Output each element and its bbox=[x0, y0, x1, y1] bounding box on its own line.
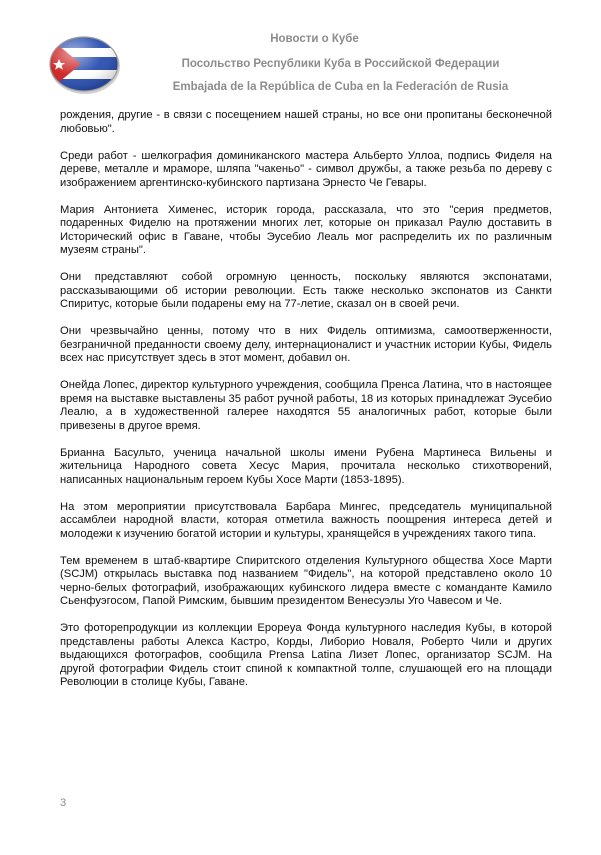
paragraph: Они чрезвычайно ценны, потому что в них Фидель оптимизма, самоотверженности, безграничной преданности своему делу, интернационалист и участник истории Кубы, Фидель всех нас присутствует здесь в этот момент, добавил он. bbox=[60, 325, 552, 364]
paragraph: рождения, другие - в связи с посещением нашей страны, но все они пропитаны бесконечной любовью". bbox=[60, 109, 552, 135]
header-embassy-ru: Посольство Республики Куба в Российской Федерации bbox=[181, 58, 500, 70]
article-body bbox=[60, 109, 552, 703]
paragraph: Среди работ - шелкография доминиканского мастера Альберто Уллоа, подпись Фиделя на дереве, металле и мраморе, шляпа "чакеньо" - символ дружбы, а также резьба по дереву с изображением аргентинско-кубинского партизана Эрнесто Че Гевары. bbox=[60, 149, 552, 189]
paragraph: Тем временем в штаб-квартире Спиритского отделения Культурного общества Хосе Марти (SCJM) открылась выставка под названием "Фидель", на которой представлено около 10 черно-белых фотографий, изображающих кубинского лидера вместе с команданте Камило Сьенфуэгосом, Папой Римским, бывшим президентом Венесуэлы Уго Чавесом и Че. bbox=[60, 554, 552, 607]
paragraph: Они представляют собой огромную ценность, поскольку являются экспонатами, рассказывающими об истории революции. Есть также несколько экспонатов из Санкти Спиритус, которые были подарены ему на 77-летие, сказал он в своей речи. bbox=[60, 271, 552, 310]
paragraph: На этом мероприятии присутствовала Барбара Мингес, председатель муниципальной ассамблеи народной власти, которая отметила важность поощрения интереса детей и молодежи к изучению богатой истории и культуры, хранящейся в учреждениях такого типа. bbox=[60, 500, 552, 540]
paragraph: Онейда Лопес, директор культурного учреждения, сообщила Пренса Латина, что в настоящее время на выставке выставлены 35 работ ручной работы, 18 из которых принадлежат Эусебио Леалю, а в художественной галерее находятся 55 аналогичных работ, которые были привезены в другое время. bbox=[60, 379, 552, 432]
page-header bbox=[0, 0, 601, 100]
header-title: Новости о Кубе bbox=[270, 33, 359, 45]
page-number: 3 bbox=[60, 797, 67, 809]
paragraph: Это фоторепродукции из коллекции Ероpeya Фонда культурного наследия Кубы, в которой представлены работы Алекса Кастро, Корды, Либорио Новаля, Роберто Чили и других выдающихся фотографов, сообщила Prensa Latina Лизет Лопес, организатор SCJM. На другой фотографии Фидель стоит спиной к компактной толпе, слушающей его на площади Революции в столице Кубы, Гаване. bbox=[60, 622, 552, 688]
paragraph: Брианна Басульто, ученица начальной школы имени Рубена Мартинеса Вильены и жительница Народного совета Хесус Мария, прочитала несколько стихотворений, написанных национальным героем Кубы Хосе Марти (1853-1895). bbox=[60, 446, 552, 486]
header-embassy-es: Embajada de la República de Cuba en la Federación de Rusia bbox=[172, 81, 509, 93]
paragraph: Мария Антониета Хименес, историк города, рассказала, что это "серия предметов, подаренных Фиделю на протяжении многих лет, которые он приказал Раулю доставить в Исторический офис в Гаване, чтобы Эусебио Леаль мог распределить их по различным музеям страны". bbox=[60, 203, 552, 256]
